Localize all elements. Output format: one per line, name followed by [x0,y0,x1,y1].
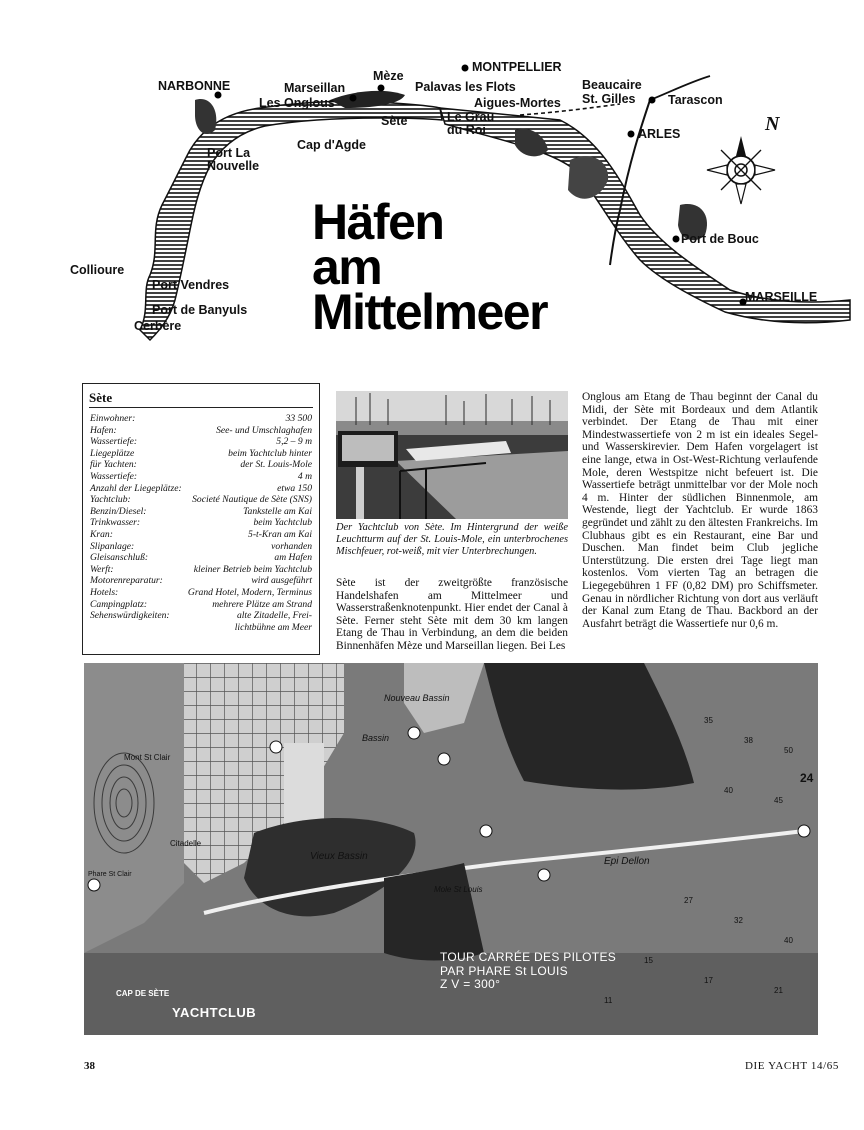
info-row-key: Hafen: [90,424,117,436]
info-row-key: Gleisanschluß: [90,552,149,564]
svg-text:17: 17 [704,976,713,985]
info-row-value: alte Zitadelle, Frei- lichtbühne am Meer [234,610,312,633]
chart-label-citadelle: Citadelle [170,839,202,848]
info-row [90,599,312,611]
compass-rose-icon [707,136,775,204]
photo-caption: Der Yachtclub von Sète. Im Hintergrund der weiße Leuchtturm auf der St. Louis-Mole, ein unterbrochenes Mischfeuer, rot-weiß, mit vier Unterbrechungen. [336,522,568,558]
svg-text:21: 21 [774,986,783,995]
info-row-key: Kran: [90,528,113,540]
chart-label-nouveau-bassin: Nouveau Bassin [384,693,450,703]
place-tarascon: Tarascon [668,93,723,107]
info-row [90,541,312,553]
svg-text:40: 40 [724,786,733,795]
chart-label-cap-de-sete: CAP DE SÈTE [116,989,170,998]
info-row-key: Motorenreparatur: [90,575,163,587]
info-row-value: 5,2 – 9 m [276,436,312,448]
info-row [90,610,312,633]
info-row-value: See- und Umschlaghafen [216,424,312,436]
title-line-2: am [312,239,382,295]
coastline-map [0,0,864,370]
place-les-onglous: Les Onglous [259,96,335,110]
article-column-2: Onglous am Etang de Thau beginnt der Canal du Midi, der Sète mit Bordeaux und dem Atlantik verbindet. Der Etang de Thau mit einer Mindestwassertiefe von 2 m ist ein ideales Segel- und Wasserskirevier. Dem Hafen vorgelagert ist eine lange, etwa in Ost-West-Richtung verlaufende Mole, deren Westspitze nicht befeuert ist. Die Wassertiefe beträgt unmittelbar vor der Mole noch 4 m. Hinter der südlichen Binnenmole, am Westende, liegt der Yachtclub. Er wurde 1863 gegründet und zählt zu den ältesten Frankreichs. Im Clubhaus gibt es ein Restaurant, eine Bar und Duschen. Man findet beim Club jegliche Unterstützung. Die ersten drei Tage liegt man kostenlos. Vom vierten Tag an betragen die Liegegebühren 1 FF (0,82 DM) pro Schiffsmeter. Genau in nördlicher Richtung von dort aus verläuft der Kanal zum Etang de Thau. Backbord an der Ausfahrt beträgt die Wassertiefe nur 0,6 m. [582,391,818,630]
info-row [90,483,312,495]
info-row [90,471,312,483]
info-row [90,413,312,425]
info-row-value: mehrere Plätze am Strand [212,598,312,610]
place-port-de-bouc: Port de Bouc [681,232,759,246]
info-row [90,529,312,541]
place-montpellier: MONTPELLIER [472,60,562,74]
yachtclub-photo-drawing [336,391,568,519]
svg-text:40: 40 [784,936,793,945]
info-row-value: vorhanden [271,540,312,552]
info-box-rows [90,413,312,633]
info-row-value: beim Yachtclub hinter der St. Louis-Mole [228,447,312,471]
info-row-value: 5-t-Kran am Kai [248,528,312,540]
chart-label-bassin: Bassin [362,733,390,743]
page-number: 38 [84,1060,95,1072]
info-row-value: 4 m [297,470,312,482]
chart-label-vieux-bassin: Vieux Bassin [310,851,368,862]
place-aigues-mortes: Aigues-Mortes [474,96,561,110]
etang-narbonne [195,99,216,134]
info-row [90,506,312,518]
info-row-key: Einwohner: [90,413,136,424]
north-label: N [765,113,780,135]
svg-text:45: 45 [774,796,783,805]
place-port-vendres: Port Vendres [152,278,230,292]
info-row [90,448,312,471]
tour-note-line-2: PAR PHARE St LOUIS [440,963,568,978]
info-row-value: Grand Hotel, Modern, Terminus [187,586,312,598]
info-row-key: Wassertiefe: [90,470,138,482]
info-row-value: 33 500 [285,413,312,424]
place-narbonne: NARBONNE [158,79,231,93]
place-port-de-banyuls: Port de Banyuls [152,303,248,317]
info-row-key: Werft: [90,563,114,575]
yachtclub-chart-label: YACHTCLUB [172,1005,257,1020]
info-row-key: Hotels: [90,586,119,598]
svg-text:32: 32 [734,916,743,925]
place-marseillan: Marseillan [284,81,346,95]
info-row [90,552,312,564]
place-collioure: Collioure [70,263,125,277]
info-row-key: Benzin/Diesel: [90,505,147,517]
info-row-value: kleiner Betrieb beim Yachtclub [193,563,312,575]
info-row-value: beim Yachtclub [253,517,312,529]
place-palavas: Palavas les Flots [415,80,516,94]
info-row-value: am Hafen [274,552,312,564]
info-row [90,517,312,529]
svg-text:50: 50 [784,746,793,755]
place-beaucaire: Beaucaire [582,78,642,92]
info-row [90,564,312,576]
chart-label-mont-st-clair: Mont St Clair [124,753,171,762]
info-row [90,587,312,599]
info-row-key: Anzahl der Liegeplätze: [90,482,182,494]
svg-text:38: 38 [744,736,753,745]
harbour-facts-box [82,383,320,655]
chart-depth-marker: 24 [800,771,814,785]
chart-label-mole-st-louis: Mole St Louis [434,885,483,894]
info-row-key: Sehenswürdigkeiten: [90,610,170,622]
yachtclub-photo [336,391,568,519]
info-row [90,436,312,448]
info-row-key: Slipanlage: [90,540,135,552]
place-marseille: MARSEILLE [745,290,818,304]
info-row [90,575,312,587]
svg-text:27: 27 [684,896,693,905]
place-meze: Mèze [373,69,404,83]
place-cerbere: Cerbère [134,319,182,333]
magazine-issue: DIE YACHT 14/65 [745,1060,839,1072]
svg-text:11: 11 [604,996,613,1005]
article-column-1: Sète ist der zweitgrößte französische Handelshafen am Mittelmeer und Wasserstraßenknotenpunkt. Hier endet der Canal à Sète. Ferner steht Sète mit dem 30 km langen Etang de Thau in Verbindung, an dem die beiden Binnenhäfen Mèze und Marseillan liegen. Bei Les [336,577,568,652]
info-row-key: Liegeplätze für Yachten: [90,447,137,471]
place-sete: Sète [381,114,408,128]
chart-label-epi-dellon: Epi Dellon [604,856,650,867]
info-row-value: Tankstelle am Kai [243,505,312,517]
info-row [90,425,312,437]
info-row-value: Societé Nautique de Sète (SNS) [192,494,312,506]
svg-text:35: 35 [704,716,713,725]
info-row-value: wird ausgeführt [251,575,312,587]
tour-note-line-3: Z V = 300° [440,977,501,991]
place-port-la-nouvelle: Port La Nouvelle [207,146,260,173]
svg-text:15: 15 [644,956,653,965]
place-st-gilles: St. Gilles [582,92,636,106]
info-row-key: Wassertiefe: [90,436,138,448]
info-row [90,494,312,506]
pilot-tower-bearing-note [440,951,616,992]
info-row-key: Campingplatz: [90,598,148,610]
place-arles: ARLES [638,127,681,141]
info-row-value: etwa 150 [277,482,312,494]
info-box-heading: Sète [89,390,313,408]
place-le-grau-du-roi: Le Grau du Roi [447,110,495,137]
page-title [312,194,548,340]
info-row-key: Yachtclub: [90,494,131,506]
tour-note-line-1: TOUR CARRÉE DES PILOTES [440,950,617,964]
title-line-3: Mittelmeer [312,284,548,340]
harbour-chart [84,663,818,1035]
chart-label-phare-st-clair: Phare St Clair [88,871,132,878]
title-line-1: Häfen [312,194,444,250]
place-cap-dagde: Cap d'Agde [297,138,366,152]
info-row-key: Trinkwasser: [90,517,141,529]
